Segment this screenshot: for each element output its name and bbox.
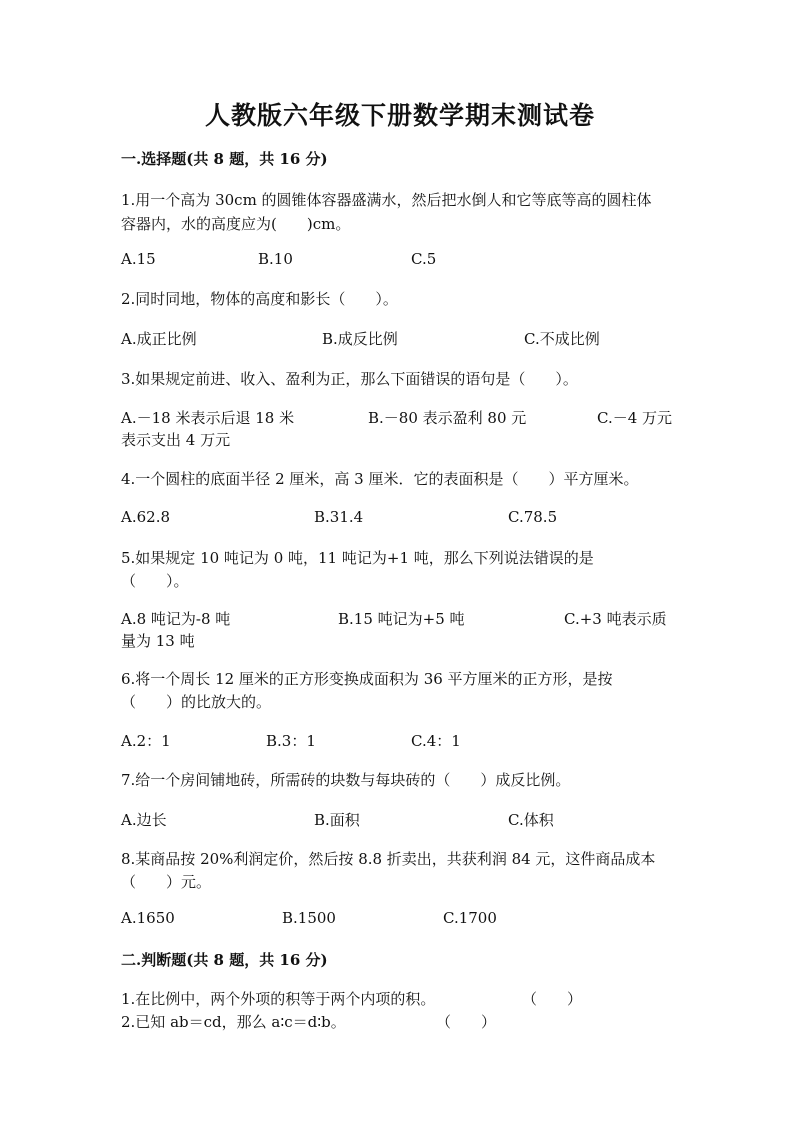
question-3-option-a[interactable]: A.－18 米表示后退 18 米 — [121, 409, 295, 427]
question-7-option-a[interactable]: A.边长 — [121, 811, 167, 829]
question-5-option-b[interactable]: B.15 吨记为+5 吨 — [338, 610, 465, 628]
question-5-line-1: 5.如果规定 10 吨记为 0 吨，11 吨记为+1 吨，那么下列说法错误的是 — [121, 549, 594, 567]
question-8-line-1: 8.某商品按 20%利润定价，然后按 8.8 折卖出，共获利润 84 元，这件商品成本 — [121, 850, 656, 868]
question-5-option-c[interactable]: C.+3 吨表示质 — [564, 610, 667, 628]
judge-question-1-answer-bracket[interactable]: （ ） — [522, 990, 583, 1008]
question-6-option-b[interactable]: B.3：1 — [266, 732, 316, 750]
question-1-option-b[interactable]: B.10 — [258, 250, 293, 268]
question-1-option-c[interactable]: C.5 — [411, 250, 437, 268]
judge-question-2-answer-bracket[interactable]: （ ） — [436, 1013, 497, 1031]
section-1-heading: 一.选择题(共 8 题，共 16 分) — [121, 150, 328, 168]
question-8-option-a[interactable]: A.1650 — [121, 909, 175, 927]
question-3-line-1: 3.如果规定前进、收入、盈利为正，那么下面错误的语句是（ ）。 — [121, 370, 578, 388]
question-8-line-2: （ ）元。 — [121, 873, 212, 891]
question-6-line-1: 6.将一个周长 12 厘米的正方形变换成面积为 36 平方厘米的正方形，是按 — [121, 670, 613, 688]
section-2-heading: 二.判断题(共 8 题，共 16 分) — [121, 951, 328, 969]
question-1-line-1: 1.用一个高为 30cm 的圆锥体容器盛满水，然后把水倒人和它等底等高的圆柱体 — [121, 191, 652, 209]
question-2-option-c[interactable]: C.不成比例 — [524, 330, 600, 348]
question-4-option-c[interactable]: C.78.5 — [508, 508, 558, 526]
question-5-option-c-continuation: 量为 13 吨 — [121, 632, 195, 650]
question-2-option-a[interactable]: A.成正比例 — [121, 330, 197, 348]
question-5-line-2: （ ）。 — [121, 572, 189, 590]
question-6-option-a[interactable]: A.2：1 — [121, 732, 171, 750]
judge-question-2-text: 2.已知 ab＝cd，那么 a∶c＝d∶b。 — [121, 1013, 346, 1031]
question-8-option-c[interactable]: C.1700 — [443, 909, 497, 927]
question-3-option-c-continuation: 表示支出 4 万元 — [121, 431, 231, 449]
question-7-option-c[interactable]: C.体积 — [508, 811, 554, 829]
question-3-option-b[interactable]: B.－80 表示盈利 80 元 — [368, 409, 527, 427]
question-2-option-b[interactable]: B.成反比例 — [322, 330, 398, 348]
question-5-option-a[interactable]: A.8 吨记为-8 吨 — [121, 610, 231, 628]
question-1-line-2: 容器内，水的高度应为( )cm。 — [121, 215, 351, 233]
exam-title: 人教版六年级下册数学期末测试卷 — [204, 101, 595, 130]
question-7-option-b[interactable]: B.面积 — [314, 811, 360, 829]
question-3-option-c[interactable]: C.－4 万元 — [597, 409, 673, 427]
question-8-option-b[interactable]: B.1500 — [282, 909, 336, 927]
question-6-option-c[interactable]: C.4：1 — [411, 732, 461, 750]
judge-question-1-text: 1.在比例中，两个外项的积等于两个内项的积。 — [121, 990, 436, 1008]
question-7-line-1: 7.给一个房间铺地砖，所需砖的块数与每块砖的（ ）成反比例。 — [121, 771, 571, 789]
question-1-option-a[interactable]: A.15 — [121, 250, 156, 268]
question-4-option-b[interactable]: B.31.4 — [314, 508, 364, 526]
question-4-line-1: 4.一个圆柱的底面半径 2 厘米，高 3 厘米．它的表面积是（ ）平方厘米。 — [121, 470, 639, 488]
question-2-line-1: 2.同时同地，物体的高度和影长（ ）。 — [121, 290, 398, 308]
question-4-option-a[interactable]: A.62.8 — [121, 508, 170, 526]
question-6-line-2: （ ）的比放大的。 — [121, 693, 272, 711]
